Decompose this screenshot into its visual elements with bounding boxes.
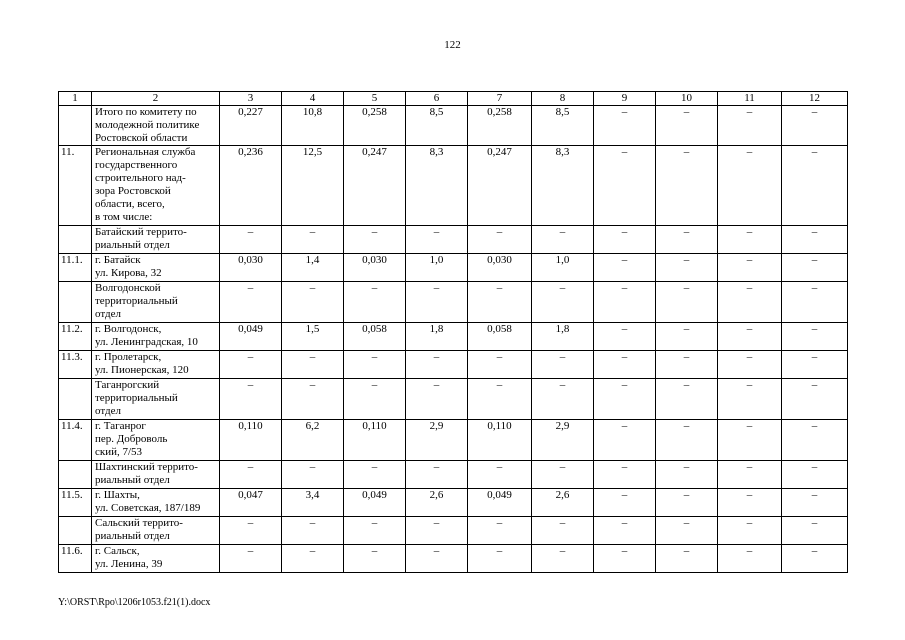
value-cell: 1,5 xyxy=(282,323,344,351)
value-cell: – xyxy=(718,146,782,226)
row-name-line: Таганрогский xyxy=(95,379,160,391)
row-name-cell xyxy=(92,545,220,573)
row-name-line: г. Волгодонск, xyxy=(95,323,162,335)
row-number-cell xyxy=(59,282,92,323)
row-name-line: отдел xyxy=(95,308,121,320)
value-cell: – xyxy=(782,517,848,545)
value-cell: – xyxy=(718,106,782,146)
table-row xyxy=(59,461,848,489)
value-cell: – xyxy=(594,106,656,146)
row-name-line: области, всего, xyxy=(95,198,165,210)
value-cell: – xyxy=(220,517,282,545)
row-name-line: зора Ростовской xyxy=(95,185,171,197)
row-name-line: г. Шахты, xyxy=(95,489,140,501)
header-cell: 12 xyxy=(782,92,848,106)
table-row xyxy=(59,226,848,254)
value-cell: – xyxy=(594,420,656,461)
table-row xyxy=(59,517,848,545)
value-cell: – xyxy=(468,545,532,573)
value-cell: – xyxy=(594,254,656,282)
header-cell: 6 xyxy=(406,92,468,106)
value-cell: 2,6 xyxy=(532,489,594,517)
value-cell: – xyxy=(782,282,848,323)
row-number-cell: 11.4. xyxy=(59,420,92,461)
value-cell: 1,4 xyxy=(282,254,344,282)
value-cell: – xyxy=(594,379,656,420)
value-cell: 8,5 xyxy=(406,106,468,146)
value-cell: 0,049 xyxy=(468,489,532,517)
value-cell: – xyxy=(718,545,782,573)
value-cell: 2,6 xyxy=(406,489,468,517)
value-cell: – xyxy=(718,323,782,351)
row-name-line: г. Пролетарск, xyxy=(95,351,162,363)
value-cell: – xyxy=(406,282,468,323)
value-cell: 0,227 xyxy=(220,106,282,146)
value-cell: – xyxy=(782,545,848,573)
header-cell: 9 xyxy=(594,92,656,106)
row-name-line: государственного xyxy=(95,159,178,171)
row-name-line: в том числе: xyxy=(95,211,153,223)
value-cell: 0,247 xyxy=(468,146,532,226)
row-name-line: молодежной политике xyxy=(95,119,200,131)
value-cell: – xyxy=(220,379,282,420)
value-cell: – xyxy=(282,517,344,545)
value-cell: – xyxy=(406,379,468,420)
row-number-cell: 11.6. xyxy=(59,545,92,573)
value-cell: – xyxy=(594,226,656,254)
value-cell: – xyxy=(594,461,656,489)
value-cell: – xyxy=(344,351,406,379)
value-cell: – xyxy=(718,420,782,461)
row-number-cell xyxy=(59,379,92,420)
table-row xyxy=(59,379,848,420)
value-cell: 1,0 xyxy=(532,254,594,282)
header-cell: 4 xyxy=(282,92,344,106)
value-cell: – xyxy=(532,517,594,545)
row-name-cell xyxy=(92,323,220,351)
value-cell: – xyxy=(782,106,848,146)
value-cell: – xyxy=(282,351,344,379)
value-cell: – xyxy=(532,461,594,489)
value-cell: – xyxy=(594,323,656,351)
value-cell: – xyxy=(532,226,594,254)
value-cell: 2,9 xyxy=(406,420,468,461)
value-cell: – xyxy=(532,351,594,379)
row-name-line: ский, 7/53 xyxy=(95,446,143,458)
row-name-cell xyxy=(92,226,220,254)
value-cell: 0,110 xyxy=(468,420,532,461)
value-cell: – xyxy=(532,379,594,420)
row-name-cell xyxy=(92,517,220,545)
value-cell: – xyxy=(594,146,656,226)
value-cell: – xyxy=(344,379,406,420)
row-number-cell: 11.2. xyxy=(59,323,92,351)
header-cell: 5 xyxy=(344,92,406,106)
row-name-line: Ростовской области xyxy=(95,132,188,144)
value-cell: – xyxy=(220,545,282,573)
value-cell: 0,030 xyxy=(220,254,282,282)
row-name-line: Батайский террито- xyxy=(95,226,187,238)
table-row xyxy=(59,545,848,573)
row-name-cell xyxy=(92,461,220,489)
row-name-line: Региональная служба xyxy=(95,146,196,158)
value-cell: 0,247 xyxy=(344,146,406,226)
row-name-line: Волгодонской xyxy=(95,282,161,294)
row-number-cell: 11.1. xyxy=(59,254,92,282)
value-cell: – xyxy=(468,226,532,254)
table-row xyxy=(59,146,848,226)
footer-file-path: Y:\ORST\Rpo\1206r1053.f21(1).docx xyxy=(58,597,211,608)
row-number-cell xyxy=(59,226,92,254)
value-cell: – xyxy=(282,461,344,489)
row-name-line: ул. Пионерская, 120 xyxy=(95,364,189,376)
value-cell: – xyxy=(782,489,848,517)
row-number-cell: 11.5. xyxy=(59,489,92,517)
row-name-line: Шахтинский террито- xyxy=(95,461,198,473)
value-cell: – xyxy=(718,517,782,545)
row-name-line: отдел xyxy=(95,405,121,417)
value-cell: 0,236 xyxy=(220,146,282,226)
value-cell: 0,049 xyxy=(344,489,406,517)
value-cell: 2,9 xyxy=(532,420,594,461)
value-cell: – xyxy=(344,517,406,545)
value-cell: – xyxy=(594,282,656,323)
value-cell: 1,8 xyxy=(532,323,594,351)
value-cell: 8,5 xyxy=(532,106,594,146)
value-cell: 0,258 xyxy=(468,106,532,146)
value-cell: 8,3 xyxy=(532,146,594,226)
data-table xyxy=(58,91,848,573)
value-cell: – xyxy=(468,517,532,545)
row-name-cell xyxy=(92,254,220,282)
value-cell: – xyxy=(782,420,848,461)
row-number-cell: 11. xyxy=(59,146,92,226)
table-row xyxy=(59,106,848,146)
value-cell: 0,030 xyxy=(468,254,532,282)
table-row xyxy=(59,420,848,461)
value-cell: – xyxy=(220,226,282,254)
value-cell: – xyxy=(406,545,468,573)
value-cell: – xyxy=(468,461,532,489)
value-cell: – xyxy=(220,461,282,489)
value-cell: 0,030 xyxy=(344,254,406,282)
row-name-line: территориальный xyxy=(95,392,178,404)
value-cell: – xyxy=(782,351,848,379)
value-cell: – xyxy=(718,254,782,282)
value-cell: – xyxy=(344,226,406,254)
value-cell: 1,8 xyxy=(406,323,468,351)
header-cell: 1 xyxy=(59,92,92,106)
value-cell: – xyxy=(656,545,718,573)
row-name-line: ул. Ленинградская, 10 xyxy=(95,336,198,348)
table-header-row xyxy=(59,92,848,106)
value-cell: – xyxy=(656,254,718,282)
value-cell: 8,3 xyxy=(406,146,468,226)
table-row xyxy=(59,351,848,379)
value-cell: – xyxy=(406,517,468,545)
value-cell: – xyxy=(656,351,718,379)
value-cell: 10,8 xyxy=(282,106,344,146)
value-cell: – xyxy=(344,545,406,573)
value-cell: 1,0 xyxy=(406,254,468,282)
value-cell: – xyxy=(718,351,782,379)
header-cell: 11 xyxy=(718,92,782,106)
row-name-cell xyxy=(92,282,220,323)
value-cell: – xyxy=(656,517,718,545)
row-name-line: риальный отдел xyxy=(95,239,170,251)
value-cell: – xyxy=(594,351,656,379)
value-cell: – xyxy=(220,351,282,379)
value-cell: – xyxy=(718,282,782,323)
header-cell: 10 xyxy=(656,92,718,106)
value-cell: – xyxy=(782,461,848,489)
row-name-line: г. Батайск xyxy=(95,254,141,266)
value-cell: – xyxy=(718,489,782,517)
value-cell: 0,258 xyxy=(344,106,406,146)
value-cell: – xyxy=(282,226,344,254)
value-cell: 0,049 xyxy=(220,323,282,351)
value-cell: 0,110 xyxy=(220,420,282,461)
header-cell: 3 xyxy=(220,92,282,106)
header-cell: 2 xyxy=(92,92,220,106)
value-cell: – xyxy=(656,323,718,351)
value-cell: – xyxy=(594,545,656,573)
value-cell: – xyxy=(656,461,718,489)
value-cell: – xyxy=(406,226,468,254)
row-name-line: риальный отдел xyxy=(95,530,170,542)
table-row xyxy=(59,323,848,351)
header-cell: 8 xyxy=(532,92,594,106)
page-number: 122 xyxy=(444,39,461,51)
value-cell: – xyxy=(532,282,594,323)
row-name-cell xyxy=(92,420,220,461)
row-name-line: ул. Советская, 187/189 xyxy=(95,502,201,514)
row-name-line: ул. Ленина, 39 xyxy=(95,558,163,570)
value-cell: – xyxy=(656,226,718,254)
value-cell: – xyxy=(282,379,344,420)
header-cell: 7 xyxy=(468,92,532,106)
value-cell: 0,058 xyxy=(344,323,406,351)
value-cell: 0,058 xyxy=(468,323,532,351)
value-cell: – xyxy=(220,282,282,323)
value-cell: – xyxy=(468,282,532,323)
value-cell: – xyxy=(282,545,344,573)
row-name-cell xyxy=(92,351,220,379)
value-cell: 3,4 xyxy=(282,489,344,517)
table-row xyxy=(59,254,848,282)
value-cell: 12,5 xyxy=(282,146,344,226)
row-name-cell xyxy=(92,489,220,517)
table-row xyxy=(59,282,848,323)
value-cell: – xyxy=(594,489,656,517)
value-cell: – xyxy=(406,461,468,489)
row-name-cell xyxy=(92,146,220,226)
value-cell: – xyxy=(532,545,594,573)
value-cell: – xyxy=(656,106,718,146)
row-name-line: г. Таганрог xyxy=(95,420,146,432)
value-cell: – xyxy=(406,351,468,379)
value-cell: – xyxy=(656,489,718,517)
row-name-line: ул. Кирова, 32 xyxy=(95,267,162,279)
value-cell: – xyxy=(594,517,656,545)
value-cell: – xyxy=(718,379,782,420)
value-cell: – xyxy=(656,282,718,323)
row-name-line: территориальный xyxy=(95,295,178,307)
row-number-cell xyxy=(59,517,92,545)
value-cell: – xyxy=(282,282,344,323)
row-name-line: Итого по комитету по xyxy=(95,106,197,118)
value-cell: 6,2 xyxy=(282,420,344,461)
table-row xyxy=(59,489,848,517)
row-name-cell xyxy=(92,106,220,146)
row-name-cell xyxy=(92,379,220,420)
value-cell: – xyxy=(782,226,848,254)
row-name-line: строительного над- xyxy=(95,172,186,184)
row-name-line: риальный отдел xyxy=(95,474,170,486)
value-cell: – xyxy=(344,461,406,489)
row-name-line: г. Сальск, xyxy=(95,545,140,557)
value-cell: – xyxy=(656,379,718,420)
row-name-line: Сальский террито- xyxy=(95,517,183,529)
value-cell: – xyxy=(782,323,848,351)
value-cell: – xyxy=(782,254,848,282)
value-cell: – xyxy=(718,226,782,254)
value-cell: 0,047 xyxy=(220,489,282,517)
value-cell: – xyxy=(656,420,718,461)
value-cell: – xyxy=(468,379,532,420)
value-cell: 0,110 xyxy=(344,420,406,461)
value-cell: – xyxy=(344,282,406,323)
value-cell: – xyxy=(656,146,718,226)
value-cell: – xyxy=(718,461,782,489)
value-cell: – xyxy=(782,379,848,420)
row-name-line: пер. Доброволь xyxy=(95,433,168,445)
row-number-cell: 11.3. xyxy=(59,351,92,379)
value-cell: – xyxy=(468,351,532,379)
row-number-cell xyxy=(59,461,92,489)
row-number-cell xyxy=(59,106,92,146)
value-cell: – xyxy=(782,146,848,226)
